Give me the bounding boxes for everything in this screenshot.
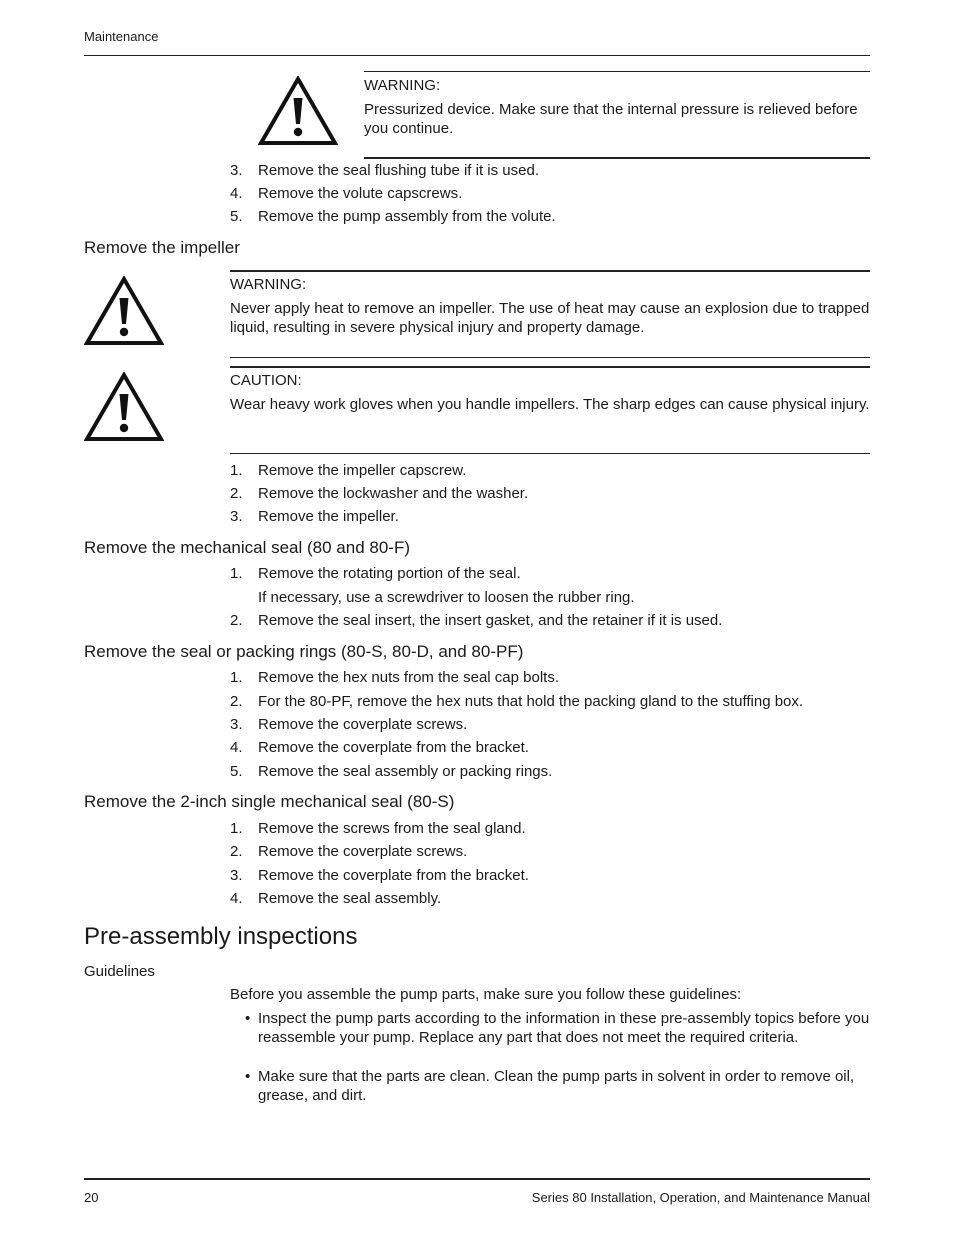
step-note: If necessary, use a screwdriver to loosen the rubber ring. [258,589,635,606]
warning-body: Never apply heat to remove an impeller. The use of heat may cause an explosion due to trapped liquid, resulting in severe physical injury and property damage. [230,300,870,336]
impeller-caution [230,366,870,454]
warning-title: WARNING: [364,77,441,94]
page-number: 20 [84,1190,99,1205]
impeller-warning [230,270,870,358]
header-rule [84,55,870,56]
warning-triangle-icon [84,276,164,346]
intro-paragraph: Before you assemble the pump parts, make sure you follow these guidelines: [230,986,742,1003]
section-heading-impeller: Remove the impeller [84,238,240,257]
warning-triangle-icon [84,372,164,442]
subsection-heading-guidelines: Guidelines [84,963,155,980]
manual-title: Series 80 Installation, Operation, and Maintenance Manual [531,1190,870,1205]
page-title: Pre-assembly inspections [84,923,358,950]
bullet-item: • Inspect the pump parts according to the information in these pre-assembly topics before you reassemble your pump. Replace any part that does not meet the required criteria. [245,1010,870,1046]
pressure-warning [364,71,870,159]
caution-body: Wear heavy work gloves when you handle impellers. The sharp edges can cause physical injury. [230,396,870,413]
running-header: Maintenance [84,29,159,44]
caution-title: CAUTION: [230,372,302,389]
section-heading-mechanical-seal: Remove the mechanical seal (80 and 80-F) [84,538,410,557]
warning-title: WARNING: [230,276,307,293]
section-heading-packing-rings: Remove the seal or packing rings (80-S, 80-D, and 80-PF) [84,642,524,661]
warning-body: Pressurized device. Make sure that the internal pressure is relieved before you continue. [364,101,858,137]
warning-triangle-icon [258,76,338,146]
section-heading-two-inch-seal: Remove the 2-inch single mechanical seal (80-S) [84,792,455,811]
footer-rule [84,1178,870,1180]
bullet-item: • Make sure that the parts are clean. Clean the pump parts in solvent in order to remove oil, grease, and dirt. [245,1068,855,1104]
